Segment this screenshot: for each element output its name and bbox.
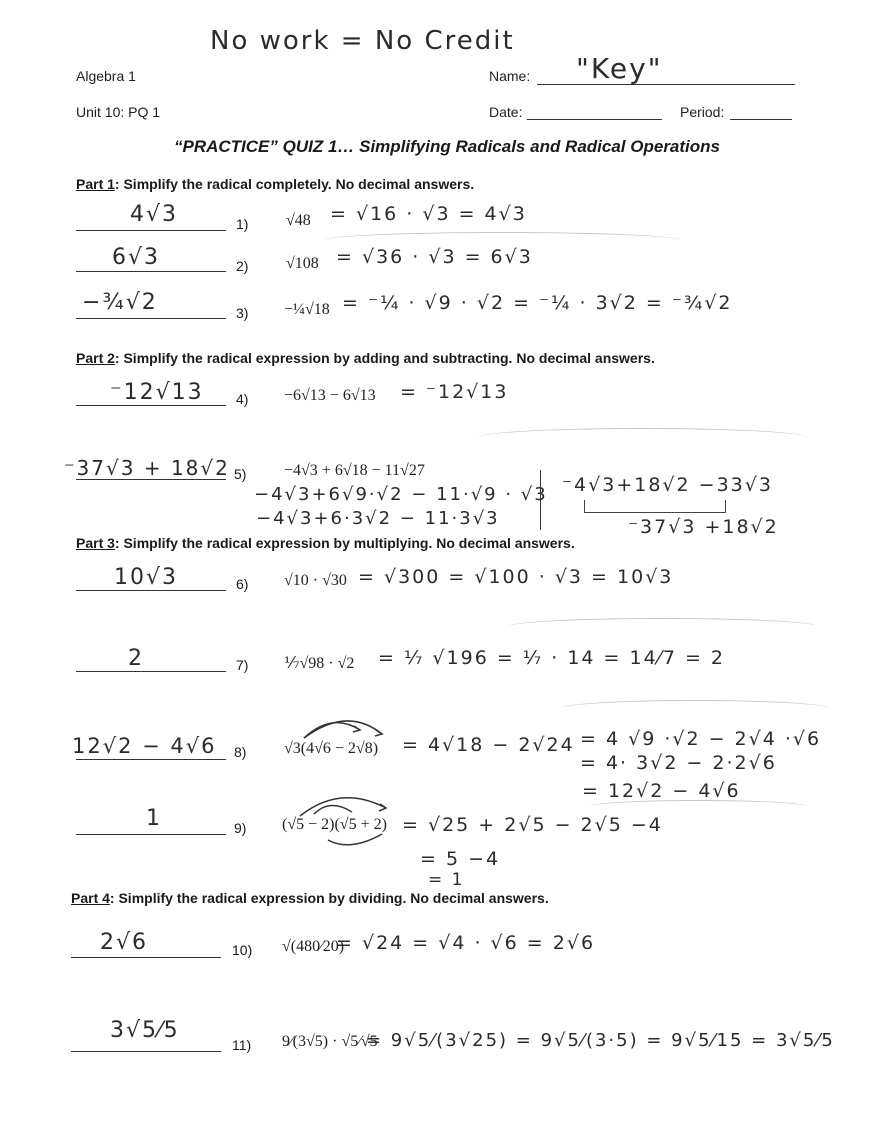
pencil-smudge [478, 428, 808, 447]
no-work-no-credit-note: No work = No Credit [210, 26, 515, 56]
part4-label: Part 4 [71, 890, 110, 906]
answer-blank-2 [76, 271, 226, 272]
work-2: = √36 · √3 = 6√3 [336, 246, 533, 268]
part4-text: : Simplify the radical expression by dividing. No decimal answers. [109, 890, 549, 906]
combine-bracket [584, 500, 726, 513]
part2-heading [76, 350, 655, 366]
answer-11: 3√5⁄5 [110, 1018, 180, 1043]
answer-blank-9 [76, 834, 226, 835]
question-9-problem: (√5 − 2)(√5 + 2) [282, 816, 387, 833]
question-4-number: 4) [236, 391, 249, 407]
work-8-line-1: = 4√18 − 2√24 [402, 734, 575, 756]
question-10-problem: √(480⁄20) [282, 938, 345, 955]
pencil-smudge [508, 618, 818, 635]
answer-blank-6 [76, 590, 226, 591]
date-blank [527, 119, 662, 120]
question-3-number: 3) [236, 305, 249, 321]
answer-4: ⁻12√13 [110, 380, 204, 405]
pencil-smudge [560, 700, 830, 717]
question-11-number: 11) [232, 1037, 252, 1053]
work-5-line-1: −4√3+6√9·√2 − 11·√9 · √3 [254, 484, 548, 505]
answer-7: 2 [128, 646, 144, 671]
work-5-line-3: ⁻4√3+18√2 −33√3 [562, 474, 773, 496]
question-9-number: 9) [234, 820, 247, 836]
work-8-line-2: = 4 √9 ·√2 − 2√4 ·√6 [580, 728, 822, 750]
answer-blank-7 [76, 671, 226, 672]
answer-9: 1 [146, 806, 162, 831]
answer-3: −¾√2 [82, 290, 158, 315]
part2-label: Part 2 [76, 350, 115, 366]
question-7-problem: ⅐√98 · √2 [284, 655, 355, 672]
part1-heading [76, 176, 474, 192]
question-4-problem: −6√13 − 6√13 [284, 387, 376, 404]
question-7-number: 7) [236, 657, 249, 673]
work-11: = 9√5⁄(3√25) = 9√5⁄(3·5) = 9√5⁄15 = 3√5⁄5 [366, 1030, 835, 1051]
work-9-line-3: = 1 [428, 870, 465, 890]
part3-label: Part 3 [76, 535, 115, 551]
answer-blank-1 [76, 230, 226, 231]
answer-5: ⁻37√3 + 18√2 [64, 456, 230, 480]
question-5-problem: −4√3 + 6√18 − 11√27 [284, 462, 425, 479]
foil-arrows-icon [290, 786, 400, 856]
work-6: = √300 = √100 · √3 = 10√3 [358, 566, 674, 588]
question-2-number: 2) [236, 258, 249, 274]
question-6-number: 6) [236, 576, 249, 592]
quiz-title: “PRACTICE” QUIZ 1… Simplifying Radicals and Radical Operations [174, 137, 720, 156]
part3-heading [76, 535, 575, 551]
name-value: "Key" [576, 52, 663, 85]
answer-blank-11 [71, 1051, 221, 1052]
distribute-arrows-icon [292, 712, 392, 742]
work-7: = ⅐ √196 = ⅐ · 14 = 14⁄7 = 2 [378, 647, 726, 669]
question-2-problem: √108 [286, 255, 319, 272]
answer-8: 12√2 − 4√6 [72, 734, 217, 758]
answer-blank-10 [71, 957, 221, 958]
work-10: = √24 = √4 · √6 = 2√6 [336, 932, 596, 954]
answer-10: 2√6 [100, 930, 149, 955]
answer-blank-4 [76, 405, 226, 406]
part3-text: : Simplify the radical expression by multiplying. No decimal answers. [114, 535, 575, 551]
date-label: Date: [489, 104, 523, 120]
part1-label: Part 1 [76, 176, 115, 192]
part2-text: : Simplify the radical expression by adding and subtracting. No decimal answers. [114, 350, 655, 366]
work-9-line-1: = √25 + 2√5 − 2√5 −4 [402, 814, 663, 836]
work-9-line-2: = 5 −4 [420, 848, 501, 870]
work-5-line-4: ⁻37√3 +18√2 [628, 516, 779, 538]
course-name: Algebra 1 [76, 68, 136, 84]
answer-2: 6√3 [112, 245, 161, 270]
work-8-line-4: = 12√2 − 4√6 [582, 780, 741, 802]
question-8-problem: √3(4√6 − 2√8) [284, 740, 379, 757]
period-label: Period: [680, 104, 725, 120]
question-1-problem: √48 [286, 212, 311, 229]
question-5-number: 5) [234, 466, 247, 482]
pencil-smudge [322, 232, 682, 249]
part4-heading [71, 890, 549, 906]
answer-1: 4√3 [130, 202, 179, 227]
answer-blank-8 [76, 759, 226, 760]
question-10-number: 10) [232, 942, 253, 958]
work-4: = ⁻12√13 [400, 381, 509, 403]
part1-text: : Simplify the radical completely. No decimal answers. [114, 176, 475, 192]
work-divider [540, 470, 541, 530]
work-3: = ⁻¼ · √9 · √2 = ⁻¼ · 3√2 = ⁻¾√2 [342, 292, 733, 314]
period-blank [730, 119, 792, 120]
work-1: = √16 · √3 = 4√3 [330, 203, 527, 225]
name-label: Name: [489, 68, 531, 84]
answer-blank-3 [76, 318, 226, 319]
question-1-number: 1) [236, 216, 249, 232]
question-8-number: 8) [234, 744, 247, 760]
question-6-problem: √10 · √30 [284, 572, 347, 589]
work-8-line-3: = 4· 3√2 − 2·2√6 [580, 752, 777, 774]
unit-label: Unit 10: PQ 1 [76, 104, 161, 120]
answer-6: 10√3 [114, 565, 179, 590]
question-3-problem: −¼√18 [284, 301, 330, 318]
pencil-smudge [588, 800, 808, 813]
work-5-line-2: −4√3+6·3√2 − 11·3√3 [256, 508, 500, 529]
question-11-problem: 9⁄(3√5) · √5⁄√5 [282, 1033, 378, 1050]
